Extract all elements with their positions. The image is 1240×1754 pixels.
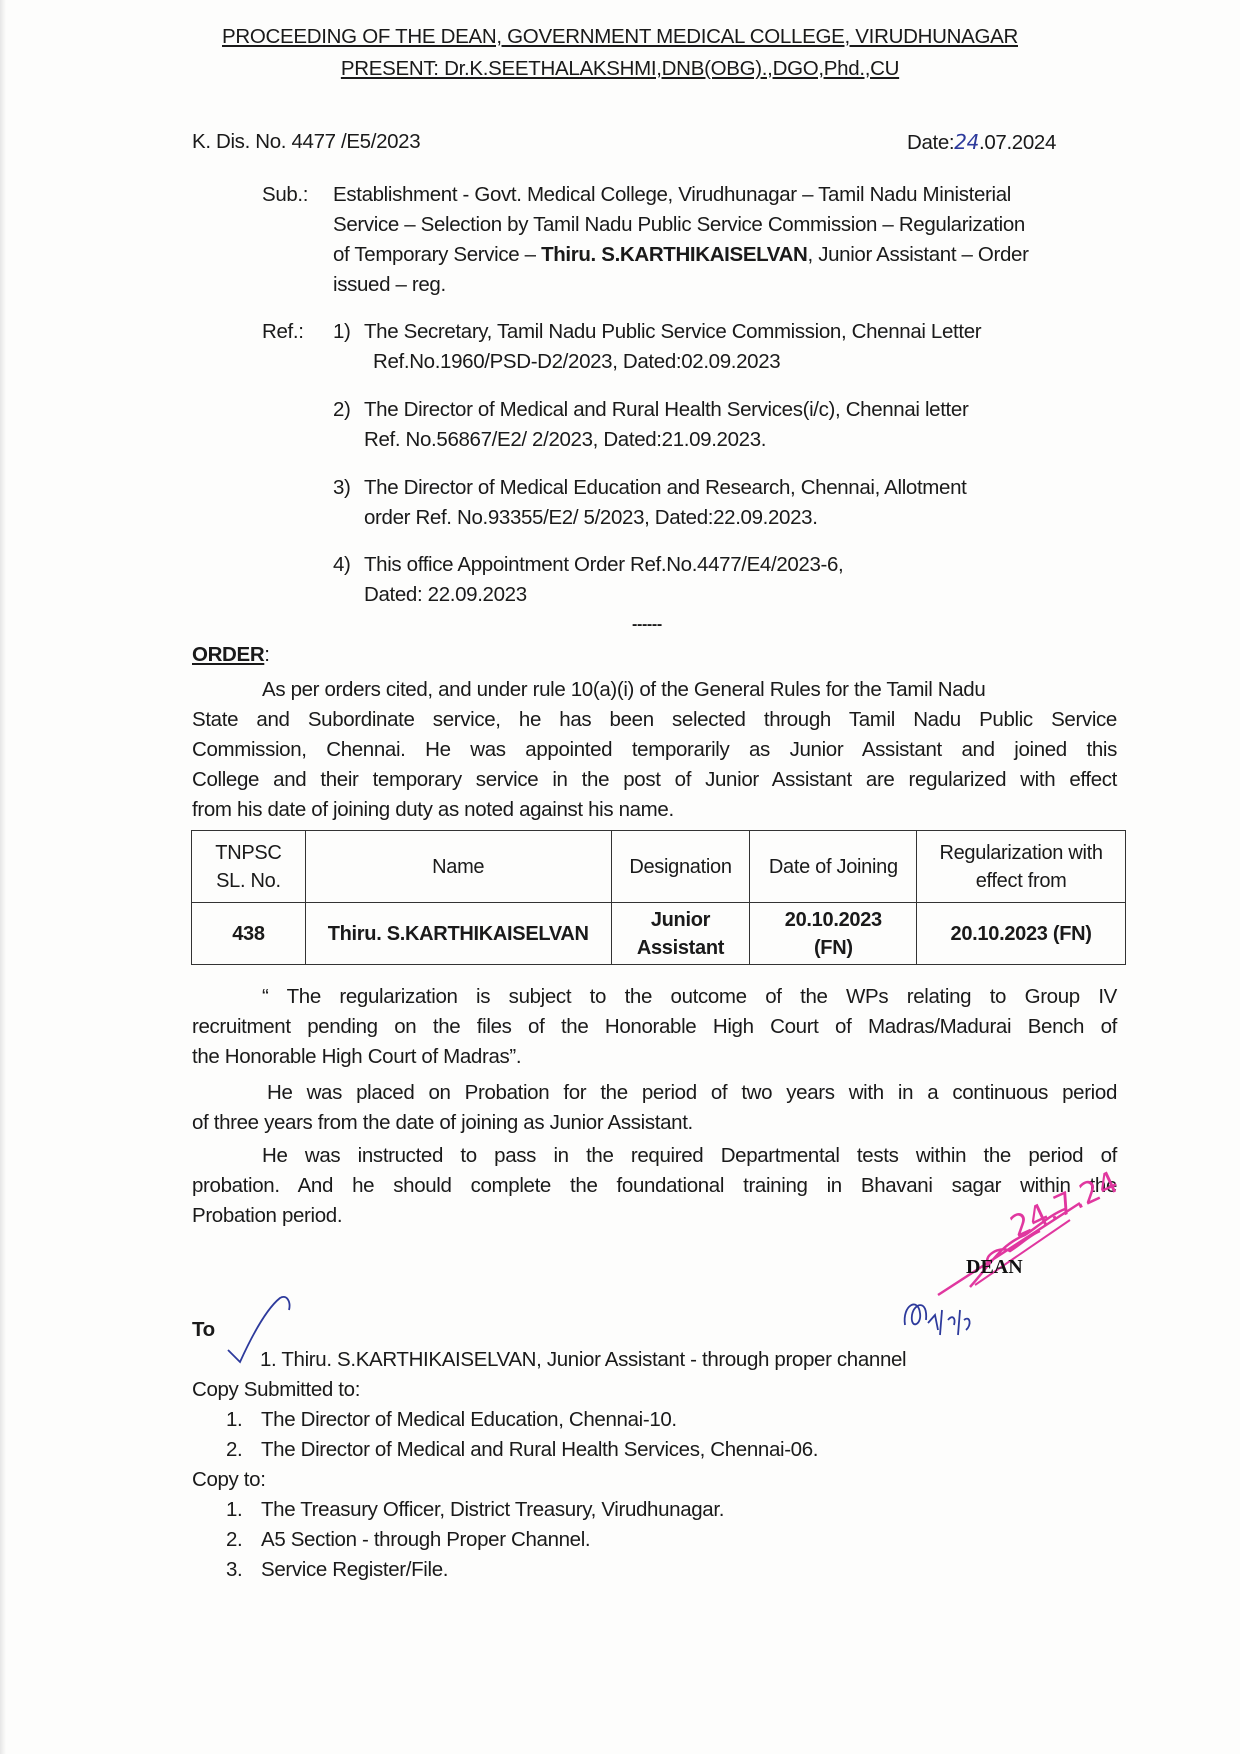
order-para1-line-2: State and Subordinate service, he has been selected through Tamil Nadu Public Service (192, 708, 1117, 731)
header-text: effect from (975, 869, 1067, 892)
regularization-table (191, 830, 1126, 965)
subject-employee-name: Thiru. S.KARTHIKAISELVAN (541, 243, 808, 266)
ref-3-num: 3) (333, 476, 351, 499)
ref-1-line-1: The Secretary, Tamil Nadu Public Service Commission, Chennai Letter (364, 320, 982, 343)
to-label: To (192, 1318, 215, 1341)
ref-2-line-1: The Director of Medical and Rural Health Services(i/c), Chennai letter (364, 398, 969, 421)
table-row (192, 903, 1126, 965)
order-para1-line-1: As per orders cited, and under rule 10(a)(i) of the General Rules for the Tamil Nadu (262, 678, 986, 701)
col-header-sl-no (192, 831, 306, 903)
ref-label: Ref.: (262, 320, 304, 343)
subject-label: Sub.: (262, 183, 309, 206)
ref-1-line-2: Ref.No.1960/PSD-D2/2023, Dated:02.09.2023 (373, 350, 781, 373)
subject-text: of Temporary Service – (333, 243, 542, 266)
header-text: SL. No. (216, 869, 281, 892)
ref-2-line-2: Ref. No.56867/E2/ 2/2023, Dated:21.09.2023. (364, 428, 767, 451)
pink-handwritten-date: 24.7.24 (1005, 1164, 1124, 1245)
present-line: PRESENT: Dr.K.SEETHALAKSHMI,DNB(OBG).,DGO,Phd.,CU (340, 57, 900, 80)
order-para1-line-3: Commission, Chennai. He was appointed temporarily as Junior Assistant and joined this (192, 738, 1117, 761)
order-para4-line-3: Probation period. (192, 1204, 343, 1227)
copy-submitted-1-text: The Director of Medical Education, Chennai-10. (261, 1408, 677, 1431)
order-para2-line-2: recruitment pending on the files of the Honorable High Court of Madras/Madurai Bench of (192, 1015, 1117, 1038)
subject-line-1: Establishment - Govt. Medical College, Virudhunagar – Tamil Nadu Ministerial (333, 183, 1011, 206)
copy-submitted-label: Copy Submitted to: (192, 1378, 361, 1401)
ref-4-line-1: This office Appointment Order Ref.No.4477/E4/2023-6, (364, 553, 844, 576)
dean-designation: DEAN (966, 1256, 1023, 1278)
order-para3-line-1: He was placed on Probation for the period of two years with in a continuous period (267, 1081, 1117, 1104)
order-para4-line-2: probation. And he should complete the foundational training in Bhavani sagar within the (192, 1174, 1117, 1197)
order-heading-text: ORDER (192, 643, 265, 666)
separator: ------ (632, 616, 662, 633)
date-rest: .07.2024 (979, 131, 1056, 154)
subject-line-2: Service – Selection by Tamil Nadu Public Service Commission – Regularization (333, 213, 1025, 236)
ref-2-num: 2) (333, 398, 351, 421)
copy-to-2-text: A5 Section - through Proper Channel. (261, 1528, 591, 1551)
cell-text: 20.10.2023 (784, 908, 882, 931)
order-para1-line-4: College and their temporary service in the post of Junior Assistant are regularized with effect (192, 768, 1117, 791)
header-text: TNPSC (215, 841, 282, 864)
proceeding-title: PROCEEDING OF THE DEAN, GOVERNMENT MEDICAL COLLEGE, VIRUDHUNAGAR (222, 25, 1018, 48)
cell-designation (611, 903, 750, 965)
col-header-name: Name (305, 831, 611, 903)
order-para1-line-5: from his date of joining duty as noted against his name. (192, 798, 674, 821)
copy-to-1-num: 1. (226, 1498, 243, 1521)
copy-submitted-2-text: The Director of Medical and Rural Health Services, Chennai-06. (261, 1438, 819, 1461)
copy-to-3-text: Service Register/File. (261, 1558, 449, 1581)
copy-to-3-num: 3. (226, 1558, 243, 1581)
order-para2-line-3: the Honorable High Court of Madras”. (192, 1045, 522, 1068)
cell-date-of-joining (750, 903, 917, 965)
dis-number: K. Dis. No. 4477 /E5/2023 (192, 130, 421, 153)
copy-submitted-2-num: 2. (226, 1438, 243, 1461)
col-header-designation: Designation (611, 831, 750, 903)
ref-3-line-2: order Ref. No.93355/E2/ 5/2023, Dated:22.09.2023. (364, 506, 818, 529)
ref-4-line-2: Dated: 22.09.2023 (364, 583, 527, 606)
copy-submitted-1-num: 1. (226, 1408, 243, 1431)
ref-4-num: 4) (333, 553, 351, 576)
cell-text: (FN) (813, 936, 853, 959)
order-heading (192, 640, 270, 670)
table-header-row (192, 831, 1126, 903)
subject-line-4: issued – reg. (333, 273, 446, 296)
ref-1-num: 1) (333, 320, 351, 343)
subject-tail: , Junior Assistant – Order (807, 243, 1029, 266)
handwritten-day: 24 (954, 130, 979, 154)
copy-to-2-num: 2. (226, 1528, 243, 1551)
order-date (907, 127, 1056, 158)
to-item-1: 1. Thiru. S.KARTHIKAISELVAN, Junior Assistant - through proper channel (260, 1348, 907, 1371)
order-para3-line-2: of three years from the date of joining as Junior Assistant. (192, 1111, 693, 1134)
cell-text: Junior (650, 908, 711, 931)
order-para2-line-1: “ The regularization is subject to the outcome of the WPs relating to Group IV (262, 985, 1117, 1008)
col-header-regularization (917, 831, 1126, 903)
copy-to-1-text: The Treasury Officer, District Treasury, Virudhunagar. (261, 1498, 725, 1521)
copy-to-label: Copy to: (192, 1468, 266, 1491)
ref-3-line-1: The Director of Medical Education and Research, Chennai, Allotment (364, 476, 967, 499)
scan-page-edge (0, 0, 6, 1754)
header-text: Regularization with (939, 841, 1103, 864)
col-header-date-of-joining: Date of Joining (750, 831, 917, 903)
subject-line-3 (333, 240, 1029, 270)
cell-sl-no: 438 (192, 903, 306, 965)
cell-text: Assistant (636, 936, 725, 959)
cell-effect-from: 20.10.2023 (FN) (917, 903, 1126, 965)
date-label: Date: (907, 131, 955, 154)
order-para4-line-1: He was instructed to pass in the required Departmental tests within the period of (262, 1144, 1117, 1167)
cell-name: Thiru. S.KARTHIKAISELVAN (305, 903, 611, 965)
order-heading-colon: : (264, 643, 270, 666)
